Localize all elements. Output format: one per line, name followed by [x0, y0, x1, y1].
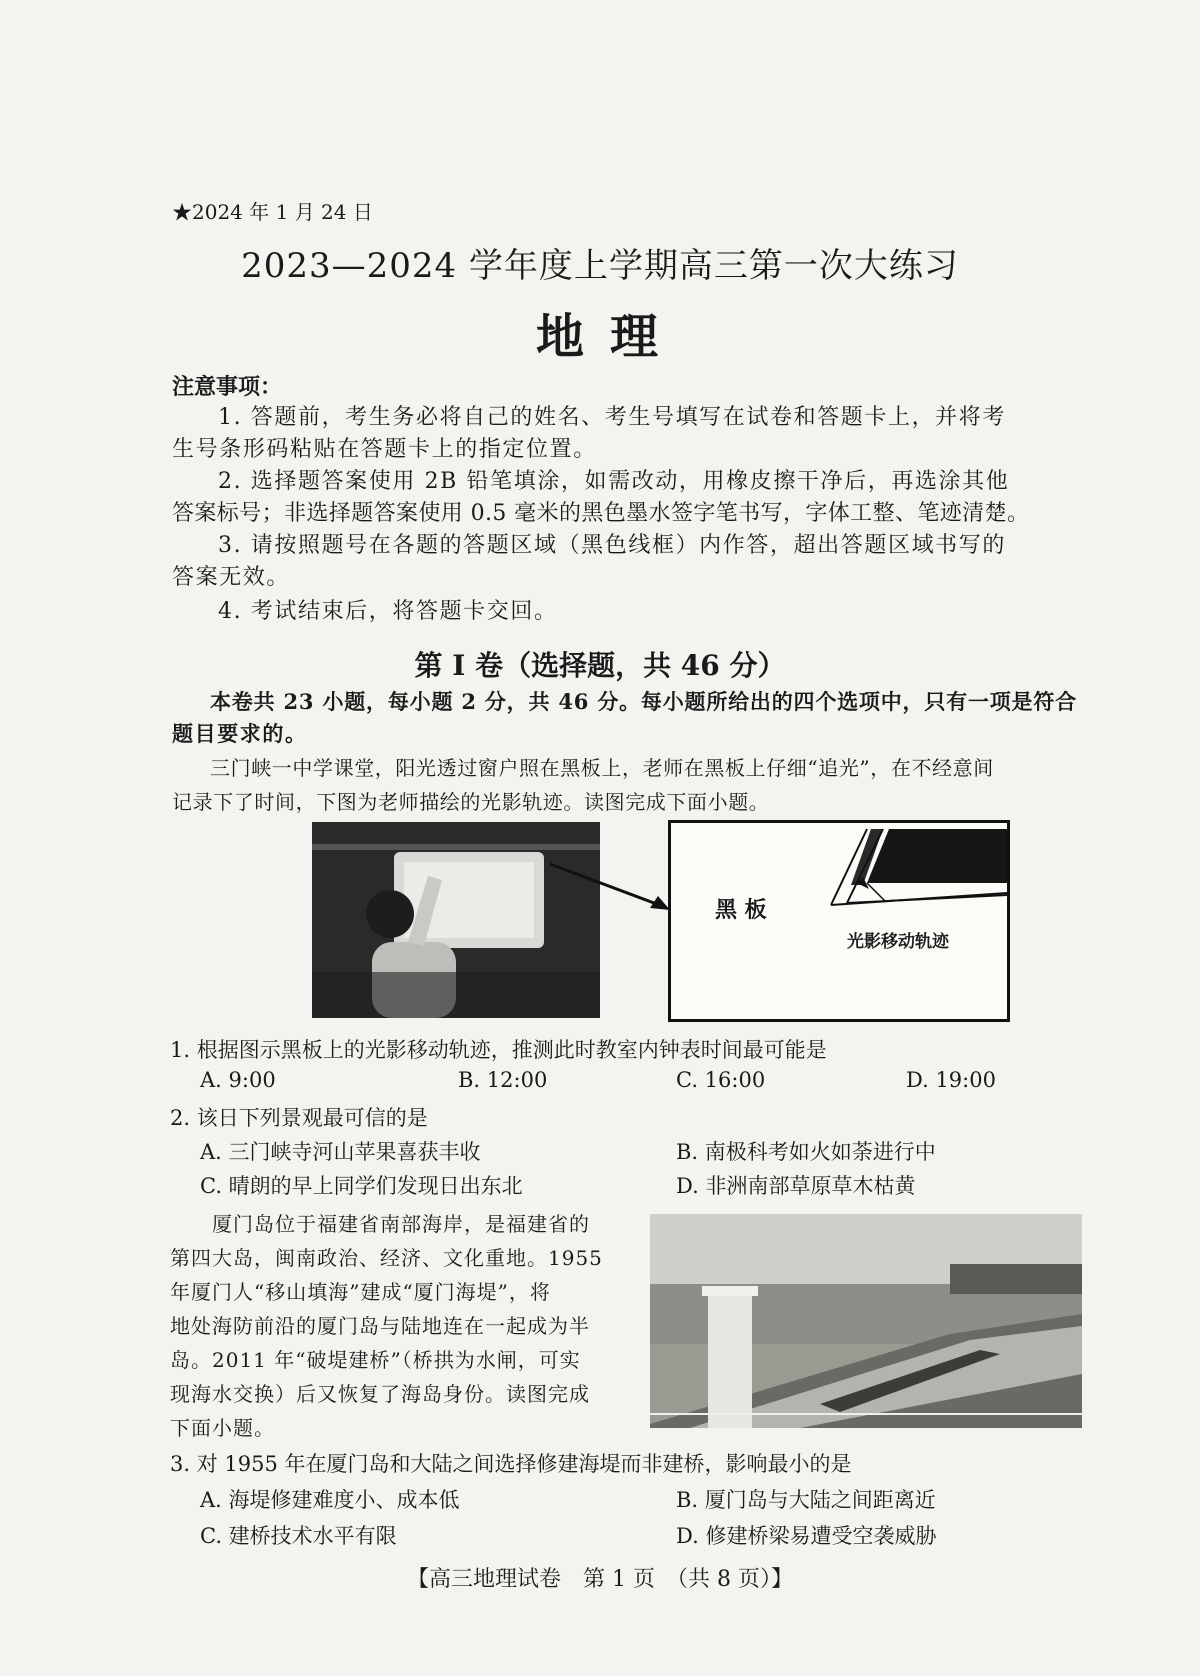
question-3-option-c: C. 建桥技术水平有限 [200, 1524, 397, 1548]
section-instruction-1: 本卷共 23 小题，每小题 2 分，共 46 分。每小题所给出的四个选项中，只有一项是符合 [210, 689, 1077, 714]
notes-heading: 注意事项： [172, 374, 283, 400]
subject-title: 地理 [535, 309, 684, 365]
page-footer: 【高三地理试卷 第 1 页 （共 8 页）】 [407, 1567, 793, 1592]
question-1-option-d: D. 19:00 [906, 1068, 996, 1092]
question-1-option-c: C. 16:00 [676, 1068, 766, 1092]
note-line-7: 4. 考试结束后，将答题卡交回。 [218, 599, 558, 624]
section-title: 第 I 卷（选择题，共 46 分） [414, 649, 786, 682]
classroom-photo [312, 822, 600, 1018]
question-1-stem: 1. 根据图示黑板上的光影移动轨迹，推测此时教室内钟表时间最可能是 [170, 1038, 827, 1062]
pointer-arrow [546, 860, 676, 920]
exam-date: ★2024 年 1 月 24 日 [172, 200, 373, 224]
question-3-option-d: D. 修建桥梁易遭受空袭威胁 [676, 1524, 937, 1548]
question-3-option-a: A. 海堤修建难度小、成本低 [200, 1488, 460, 1512]
passage2-line-2: 第四大岛，闽南政治、经济、文化重地。1955 [170, 1246, 603, 1270]
question-2-option-c: C. 晴朗的早上同学们发现日出东北 [200, 1174, 523, 1198]
question-2-option-a: A. 三门峡寺河山苹果喜获丰收 [200, 1140, 481, 1164]
question-3-stem: 3. 对 1955 年在厦门岛和大陆之间选择修建海堤而非建桥，影响最小的是 [170, 1452, 852, 1476]
passage2-line-5: 岛。2011 年“破堤建桥”（桥拱为水闸，可实 [170, 1348, 581, 1372]
passage2-line-1: 厦门岛位于福建省南部海岸，是福建省的 [212, 1212, 590, 1236]
question-1-option-a: A. 9:00 [200, 1068, 276, 1092]
question-3-option-b: B. 厦门岛与大陆之间距离近 [676, 1488, 936, 1512]
seawall-photo [650, 1214, 1082, 1428]
passage1-line-1: 三门峡一中学课堂，阳光透过窗户照在黑板上，老师在黑板上仔细“追光”，在不经意间 [210, 756, 994, 780]
exam-title: 2023—2024 学年度上学期高三第一次大练习 [241, 246, 959, 286]
note-line-2: 生号条形码粘贴在答题卡上的指定位置。 [172, 437, 597, 462]
blackboard-diagram [668, 820, 1010, 1022]
note-line-5: 3. 请按照题号在各题的答题区域（黑色线框）内作答，超出答题区域书写的 [218, 533, 1006, 558]
note-line-3: 2. 选择题答案使用 2B 铅笔填涂，如需改动，用橡皮擦干净后，再选涂其他 [218, 469, 1010, 494]
question-2-option-b: B. 南极科考如火如荼进行中 [676, 1140, 936, 1164]
passage2-line-3: 年厦门人“移山填海”建成“厦门海堤”，将 [170, 1280, 551, 1304]
section-instruction-2: 题目要求的。 [172, 721, 308, 746]
passage2-line-7: 下面小题。 [170, 1416, 275, 1440]
note-line-1: 1. 答题前，考生务必将自己的姓名、考生号填写在试卷和答题卡上，并将考 [218, 405, 1006, 430]
passage2-line-4: 地处海防前沿的厦门岛与陆地连在一起成为半 [170, 1314, 590, 1338]
board-label: 黑 板 [715, 897, 767, 923]
note-line-6: 答案无效。 [172, 565, 291, 590]
passage1-line-2: 记录下了时间，下图为老师描绘的光影轨迹。读图完成下面小题。 [172, 790, 770, 814]
passage2-line-6: 现海水交换）后又恢复了海岛身份。读图完成 [170, 1382, 590, 1406]
question-2-stem: 2. 该日下列景观最可信的是 [170, 1106, 428, 1130]
question-1-option-b: B. 12:00 [458, 1068, 548, 1092]
note-line-4: 答案标号；非选择题答案使用 0.5 毫米的黑色墨水签字笔书写，字体工整、笔迹清楚。 [172, 501, 1030, 526]
track-label: 光影移动轨迹 [847, 932, 949, 952]
question-2-option-d: D. 非洲南部草原草木枯黄 [676, 1174, 916, 1198]
